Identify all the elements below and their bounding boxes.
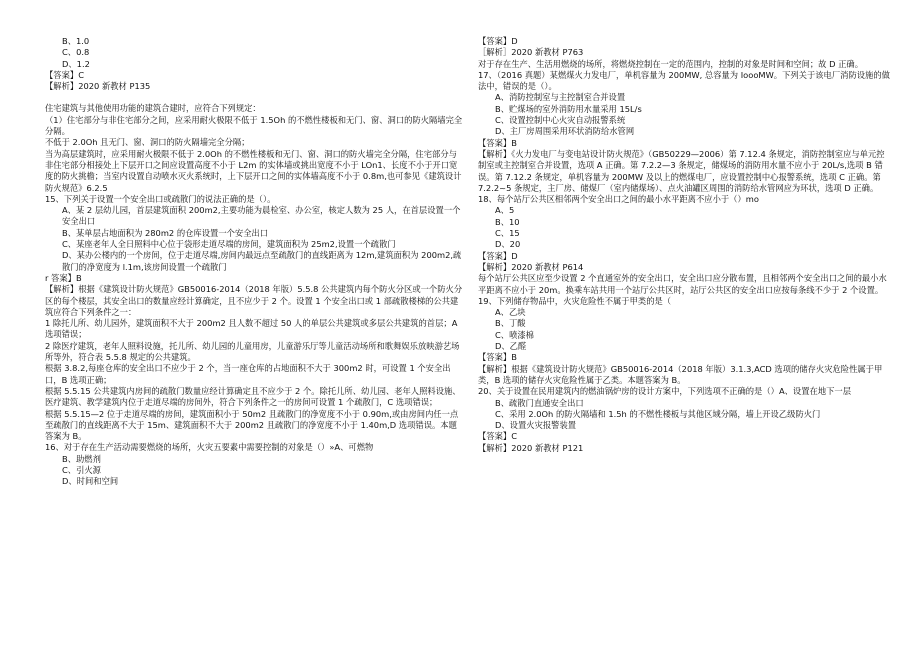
- right-text-line: B、10: [495, 216, 520, 227]
- left-text-line: 15、下列关于设置一个安全出口或疏散门的说法正确的是（）。: [45, 193, 276, 204]
- right-text-line: D、20: [495, 239, 521, 250]
- right-text-line: B、丁酸: [495, 318, 526, 329]
- right-text-line: 【答案】D: [478, 36, 518, 46]
- right-text-line: 每个站厅公共区应至少设置 2 个直通室外的安全出口，安全出口应分散布置，且相邻两个安全出口之间的最小水平距离不应小于 20m。换乘车站共用一个站厅公共区时，站厅公共区的安全出口应按每条线不少于 2 个设置。: [478, 273, 887, 295]
- left-text-line: C、0.8: [62, 47, 90, 58]
- right-text-line: 【答案】C: [478, 431, 517, 442]
- left-text-line: r 答案】B: [45, 272, 82, 283]
- left-text-line: 住宅建筑与其他使用功能的建筑合建时，应符合下列规定：: [45, 103, 261, 114]
- right-text-line: D、主厂房周围采用环状消防给水管网: [495, 126, 635, 137]
- right-text-line: C、采用 2.0Oh 的防火隔墙和 1.5h 的不燃性楼板与其他区域分隔，墙上开设乙级防火门: [495, 408, 821, 419]
- left-text-line: （1）住宅部分与非住宅部分之间，应采用耐火极限不低于 1.5Oh 的不燃性楼板和无门、窗、洞口的防火隔墙完全分隔。: [45, 114, 463, 137]
- left-text-line: 不低于 2.0Oh 且无门、窗、洞口的防火隔墙完全分隔；: [45, 137, 250, 148]
- left-text-line: 【解析】2020 新教材 P135: [45, 81, 151, 92]
- left-text-line: 根据 5.5.15—2 位于走道尽端的房间，建筑面积小于 50m2 且疏散门的净宽度不小于 0.90m,或由房间内任一点至疏散门的直线距离不大于 15m、建筑面积不大于 200m2 且疏散门的净宽度不小于 1.40m,D 选项错误。本题答案为 B。: [45, 408, 459, 442]
- right-text-line: 【答案】B: [478, 352, 517, 363]
- right-text-line: 【答案】B: [478, 137, 517, 148]
- left-text-line: D、1.2: [62, 58, 90, 69]
- left-text-line: B、1.0: [62, 36, 90, 46]
- left-text-line: [45, 92, 463, 103]
- right-text-line: A、5: [495, 205, 515, 216]
- right-text-line: 20、关于设置在民用建筑内的燃油锅炉房的设计方案中，下列选项不正确的是（）A、设置在地下一层: [478, 386, 852, 397]
- right-text-line: 【解析】《火力发电厂与变电站设计防火规范》（GB50229—2006）第 7.12.4 条规定，消防控制室应与单元控制室或主控制室合并设置，选项 A 正确。第 7.2.2—3 条规定，储煤场的消防用水量不应小于 20L/s,选项 B 错误。第 7.12.2 条规定，单机容量为 200MW 及以上的燃煤电厂，应设置控制中心报警系统，选项 C 正确。第 7.2.2~5 条规定，主厂房、储煤厂（室内储煤场）、点火油罐区周围的消防给水管网应为环状，选项 D 正确。: [478, 148, 885, 193]
- right-column: [478, 36, 890, 454]
- right-text-line: A、消防控制室与主控制室合并设置: [495, 92, 626, 103]
- right-text-line: 【解析】根据《建筑设计防火规范》GB50016-2014（2018 年版）3.1.3,ACD 选项的储存火灾危险性属于甲类，B 选项的储存火灾危险性属于乙类。本题答案为 B。: [478, 363, 883, 385]
- right-text-line: ［解析］2020 新教材 P763: [478, 47, 584, 58]
- right-text-line: 18、每个站厅公共区相邻两个安全出口之间的最小水平距离不应小于（）mo: [478, 194, 759, 205]
- right-text-line: 对于存在生产、生活用燃烧的场所，将燃烧控制在一定的范围内，控制的对象是时间和空间；故 D 正确。: [478, 58, 864, 69]
- left-text-line: 当为高层建筑时，应采用耐火极限不低于 2.0Oh 的不燃性楼板和无门、窗、洞口的防火墙完全分隔，住宅部分与非住宅部分相接处上下层开口之间应设置高度不小于 L2m 的实体墙或挑出宽度不小于 LOn1、长度不小于开口宽度的防火挑檐；当室内设置自动喷水灭火系统时，上下层开口之间的实体墙高度不小于 0.8m,也可参见《建筑设计防火规范》6.2.5: [45, 148, 462, 193]
- right-text-line: C、喷漆棉: [495, 329, 534, 340]
- left-text-line: D、时间和空间: [62, 476, 119, 487]
- right-text-line: 【答案】D: [478, 250, 518, 261]
- right-text-line: 17、（2016 真题）某燃煤火力发电厂，单机容量为 200MW, 总容量为 IoooMW。下列关于该电厂消防设施的做法中，错误的是（）。: [478, 69, 890, 92]
- left-text-line: 根据 5.5.15 公共建筑内房间的疏散门数量应经计算确定且不应少于 2 个。除托儿所、幼儿园、老年人照料设施、医疗建筑、教学建筑内位于走道尽端的房间外，符合下列条件之一的房间可设置 1 个疏散门，C 选项错误；: [45, 385, 461, 408]
- right-text-line: A、乙块: [495, 307, 526, 318]
- right-text-line: B、疏散门直通安全出口: [495, 397, 584, 408]
- right-text-line: 【解析】2020 新教材 P614: [478, 261, 584, 272]
- left-text-line: A、某 2 层幼儿园，首层建筑面积 200m2,主要功能为晨检室、办公室，核定人数为 25 人，在首层设置一个安全出口: [62, 205, 461, 227]
- right-text-line: C、15: [495, 228, 520, 239]
- left-text-line: 根据 3.8.2,每座仓库的安全出口不应少于 2 个，当一座仓库的占地面积不大于 300m2 时，可设置 1 个安全出口，B 选项正确；: [45, 363, 451, 385]
- right-text-line: 19、下列储存物品中，火灾危险性不属于甲类的是（: [478, 295, 672, 306]
- left-text-line: B、某单层占地面积为 280m2 的仓库设置一个安全出口: [62, 227, 269, 238]
- left-text-line: C、引火源: [62, 464, 101, 475]
- right-text-line: 【解析】2020 新教材 P121: [478, 442, 584, 453]
- left-text-line: 1 除托儿所、幼儿园外，建筑面积不大于 200m2 且人数不超过 50 人的单层公共建筑或多层公共建筑的首层；A 选项错误；: [45, 318, 458, 340]
- right-text-line: B、贮煤场的室外消防用水量采用 15L/s: [495, 103, 642, 114]
- left-text-line: B、助燃剂: [62, 453, 101, 464]
- left-text-line: 16、对于存在生产活动需要燃烧的场所，火灾五要素中需要控制的对象是（）»A、可燃物: [45, 442, 374, 453]
- right-text-line: C、设置控制中心火灾自动报警系统: [495, 115, 626, 126]
- left-text-line: 【答案】C: [45, 69, 84, 80]
- left-text-line: 【解析】根据《建筑设计防火规范》GB50016-2014（2018 年版）5.5.8 公共建筑内每个防火分区或一个防火分区的每个楼层，其安全出口的数量应经计算确定，且不应少于 2 个。设置 1 个安全出口或 1 部疏散楼梯的公共建筑应符合下列条件之一：: [45, 284, 463, 317]
- left-text-line: 2 除医疗建筑，老年人照料设施，托儿所、幼儿园的儿童用房，儿童游乐厅等儿童活动场所和歌舞娱乐放映游艺场所等外，符合表 5.5.8 规定的公共建筑。: [45, 340, 460, 363]
- right-text-line: D、乙醛: [495, 341, 527, 352]
- right-text-line: D、设置火灾报警装置: [495, 420, 577, 431]
- left-text-line: C、某座老年人全日照料中心位于袋形走道尽端的房间，建筑面积为 25m2,设置一个疏散门: [62, 239, 396, 250]
- left-column: [45, 36, 463, 488]
- left-text-line: D、某办公楼内的一个房间，位于走道尽端,房间内最远点至疏散门的直线距离为 12m,建筑面积为 200m2,疏散门的净宽度为 l.1m,该房间设置一个疏散门: [62, 250, 462, 272]
